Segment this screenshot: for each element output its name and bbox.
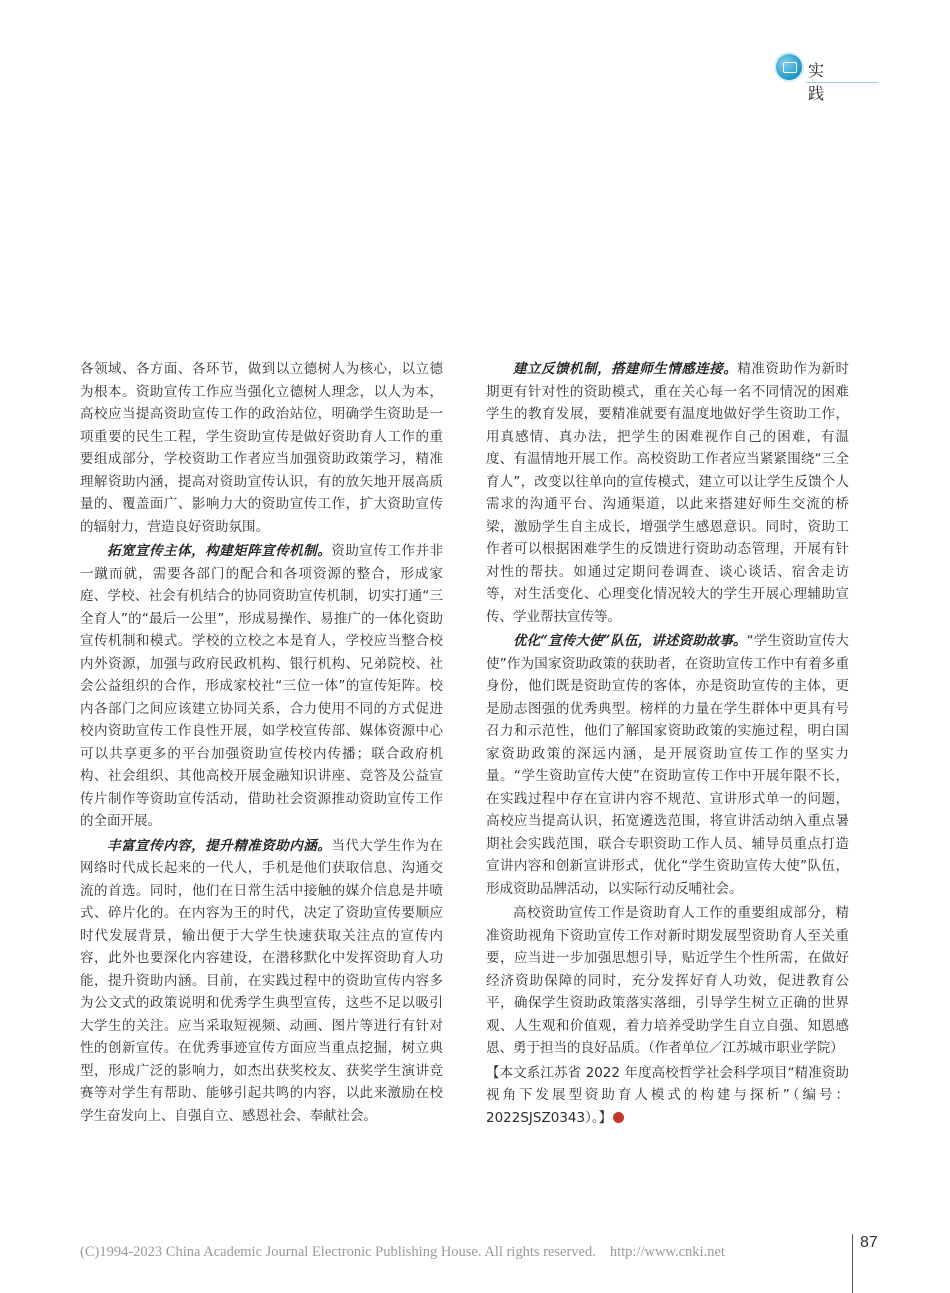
right-column bbox=[486, 358, 849, 1131]
paragraph bbox=[486, 630, 849, 900]
end-mark-icon bbox=[613, 1112, 624, 1123]
left-column bbox=[80, 358, 443, 1129]
paragraph bbox=[80, 835, 443, 1128]
funding-note-text: 【本文系江苏省 2022 年度高校哲学社会科学项目“精准资助视角下发展型资助育人模式的构建与探析”（编号：2022SJSZ0343）。】 bbox=[486, 1064, 849, 1126]
funding-note bbox=[486, 1062, 849, 1130]
paragraph bbox=[486, 358, 849, 628]
section-header bbox=[776, 54, 856, 103]
footer-link[interactable]: http://www.cnki.net bbox=[609, 1244, 725, 1260]
copyright-text: (C)1994-2023 China Academic Journal Electronic Publishing House. All rights reserved. bbox=[80, 1244, 596, 1260]
paragraph bbox=[80, 540, 443, 833]
paragraph: 高校资助宣传工作是资助育人工作的重要组成部分，精准资助视角下资助宣传工作对新时期发展型资助育人至关重要，应当进一步加强思想引导，贴近学生个性所需，在做好经济资助保障的同时，充分发挥好育人功效，促进教育公平，确保学生资助政策落实落细，引导学生树立正确的世界观、人生观和价值观，着力培养受助学生自立自强、知恩感恩、勇于担当的良好品质。（作者单位／江苏城市职业学院） bbox=[486, 905, 849, 1056]
footer bbox=[80, 1244, 725, 1261]
header-rule bbox=[806, 82, 878, 83]
paragraph-body: 资助宣传工作并非一蹴而就，需要各部门的配合和各项资源的整合，形成家庭、学校、社会有机结合的协同资助宣传机制，切实打通“三全育人”的“最后一公里”，形成易操作、易推广的一体化资助宣传机制和模式。学校的立校之本是育人，学校应当整合校内外资源，加强与政府民政机构、银行机构、兄弟院校、社会公益组织的合作，形成家校社“三位一体”的宣传矩阵。校内各部门之间应该建立协同关系，合力使用不同的方式促进校内资助宣传工作良性开展，如学校宣传部、媒体资源中心可以共享更多的平台加强资助宣传校内传播；联合政府机构、社会组织、其他高校开展金融知识讲座、竞答及公益宣传片制作等资助宣传活动，借助社会资源推动资助宣传工作的全面开展。 bbox=[80, 543, 444, 829]
paragraph-lead: 优化“宣传大使”队伍，讲述资助故事。 bbox=[513, 633, 747, 649]
page-divider bbox=[852, 1234, 853, 1293]
paragraph: 各领域、各方面、各环节，做到以立德树人为核心，以立德为根本。资助宣传工作应当强化立德树人理念，以人为本，高校应当提高资助宣传工作的政治站位，明确学生资助是一项重要的民生工程，学生资助宣传是做好资助育人工作的重要组成部分，学校资助工作者应当加强资助政策学习，精准理解资助内涵，提高对资助宣传认识，有的放矢地开展高质量的、覆盖面广、影响力大的资助宣传工作，扩大资助宣传的辐射力，营造良好资助氛围。 bbox=[80, 361, 443, 535]
monitor-icon bbox=[776, 54, 802, 80]
section-title: 实 践 bbox=[808, 61, 831, 103]
paragraph-body: 精准资助作为新时期更有针对性的资助模式，重在关心每一名不同情况的困难学生的教育发展，要精准就要有温度地做好学生资助工作，用真感情、真办法，把学生的困难视作自己的困难，有温度、有温情地开展工作。高校资助工作者应当紧紧围绕“三全育人”，改变以往单向的宣传模式，建立可以让学生反馈个人需求的沟通平台、沟通渠道，以此来搭建好师生交流的桥梁，激励学生自主成长，增强学生感恩意识。同时，资助工作者可以根据困难学生的反馈进行资助动态管理，开展有针对性的帮扶。如通过定期问卷调查、谈心谈话、宿舍走访等，对生活变化、心理变化情况较大的学生开展心理辅助宣传、学业帮扶宣传等。 bbox=[486, 361, 850, 625]
paragraph-body: “学生资助宣传大使”作为国家资助政策的获助者，在资助宣传工作中有着多重身份，他们既是资助宣传的客体，亦是资助宣传的主体，更是励志图强的优秀典型。榜样的力量在学生群体中更具有号召力和示范性，他们了解国家资助政策的实施过程，明白国家资助政策的深远内涵，是开展资助宣传工作的坚实力量。“学生资助宣传大使”在资助宣传工作中开展年限不长，在实践过程中存在宣讲内容不规范、宣讲形式单一的问题，高校应当提高认识，拓宽遴选范围，将宣讲活动纳入重点暑期社会实践范围，联合专职资助工作人员、辅导员重点打造宣讲内容和创新宣讲形式，优化“学生资助宣传大使”队伍，形成资助品牌活动，以实际行动反哺社会。 bbox=[486, 633, 849, 897]
paragraph-lead: 建立反馈机制，搭建师生情感连接。 bbox=[513, 361, 738, 377]
paragraph-lead: 拓宽宣传主体，构建矩阵宣传机制。 bbox=[107, 543, 332, 559]
paragraph-body: 当代大学生作为在网络时代成长起来的一代人，手机是他们获取信息、沟通交流的首选。同时，他们在日常生活中接触的媒介信息是井喷式、碎片化的。在内容为王的时代，决定了资助宣传要顺应时代发展背景，输出便于大学生快速获取关注点的宣传内容，此外也要深化内容建设，在潜移默化中发挥资助育人功能，提升资助内涵。目前，在实践过程中的资助宣传内容多为公文式的政策说明和优秀学生典型宣传，这些不足以吸引大学生的关注。应当采取短视频、动画、图片等进行有针对性的创新宣传。在优秀事迹宣传方面应当重点挖掘，树立典型，形成广泛的影响力，如杰出获奖校友、获奖学生演讲竞赛等对学生有帮助、能够引起共鸣的内容，以此来激励在校学生奋发向上、自强自立、感恩社会、奉献社会。 bbox=[80, 837, 444, 1124]
page-number: 87 bbox=[860, 1234, 878, 1251]
paragraph-lead: 丰富宣传内容，提升精准资助内涵。 bbox=[107, 837, 332, 854]
